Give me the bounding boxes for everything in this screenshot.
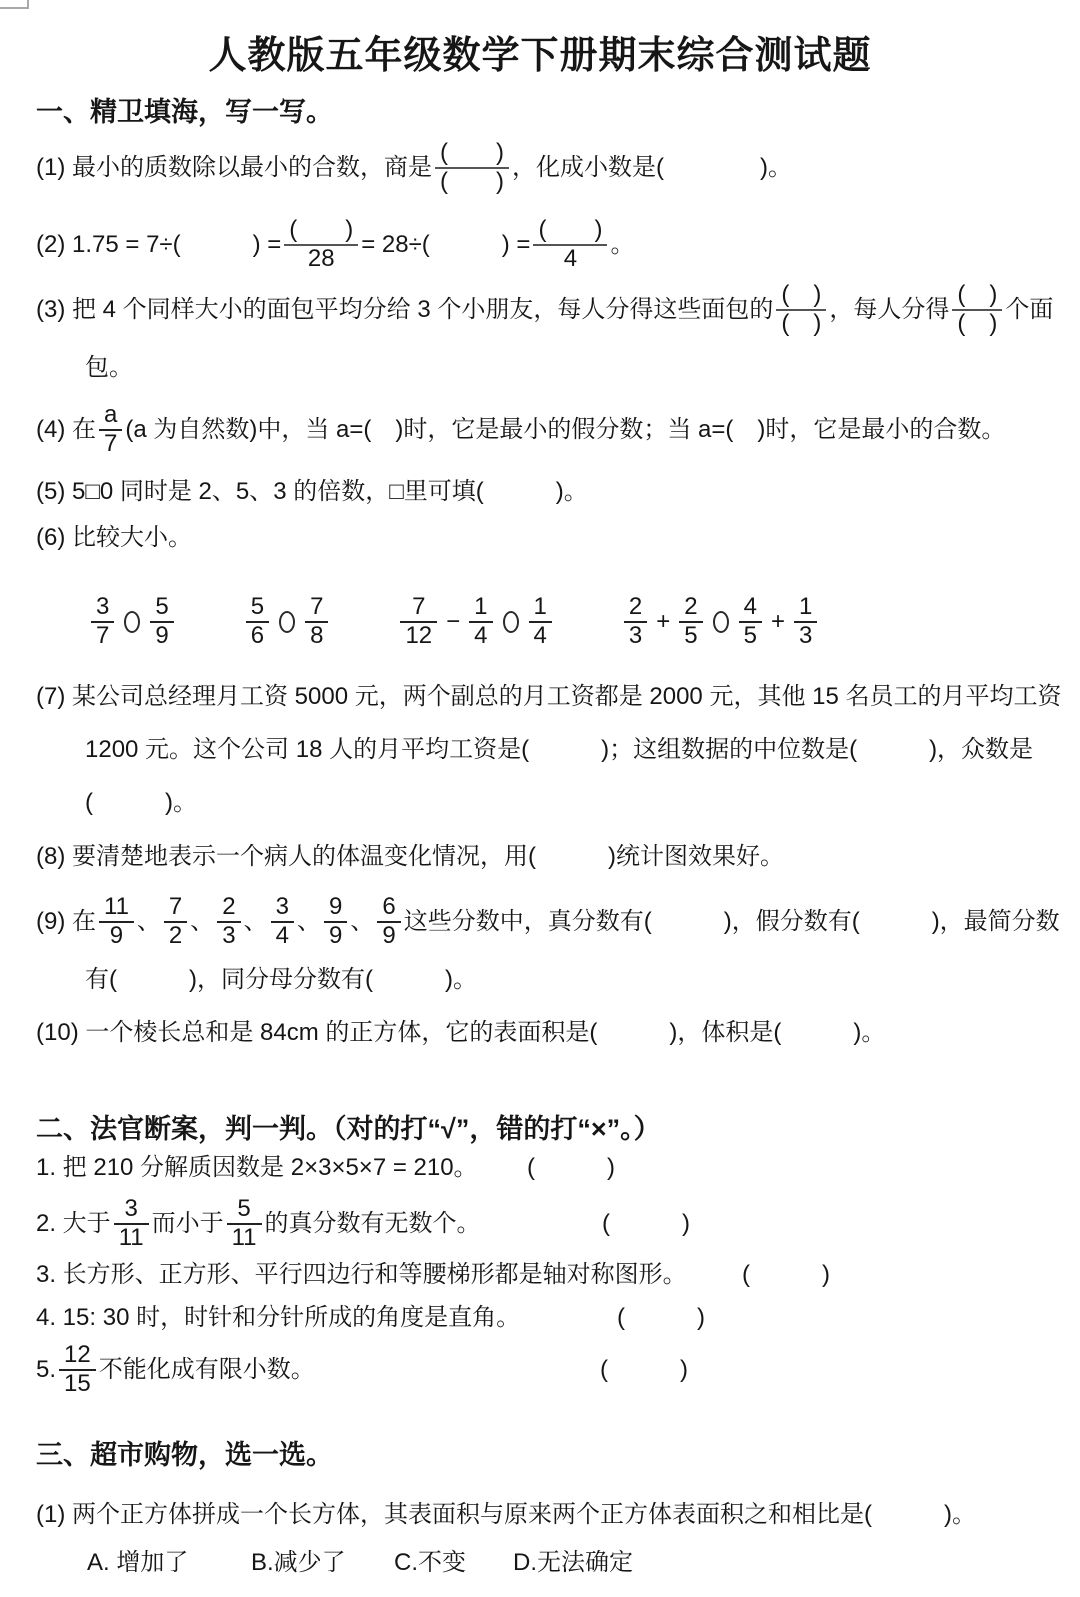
question-4	[36, 392, 1060, 468]
fraction	[91, 594, 114, 650]
fraction	[529, 594, 552, 650]
fraction	[150, 594, 173, 650]
question-text: (a 为自然数)中，当 a=( )时，它是最小的假分数；当 a=( )时，它是最小的合数。	[125, 416, 1006, 443]
fraction-numerator: 2	[628, 593, 643, 621]
fraction-denominator: 11	[231, 1224, 257, 1251]
question-text: ，化成小数是( )。	[511, 154, 792, 181]
fraction-numerator: 1	[474, 593, 488, 621]
fraction-numerator: ( )	[957, 281, 998, 309]
fraction	[377, 894, 400, 950]
statement-text: 2. 大于	[36, 1210, 111, 1237]
option-c: C.不变	[394, 1549, 466, 1576]
fraction	[114, 1196, 149, 1252]
plus-operator: +	[770, 608, 785, 635]
answer-blank: ( )	[527, 1154, 615, 1181]
question-3-line-1	[36, 272, 1060, 348]
question-7-line-1: (7) 某公司总经理月工资 5000 元，两个副总的月工资都是 2000 元，其他 15 名员工的月平均工资	[36, 683, 1062, 710]
question-text: ，每人分得	[829, 296, 950, 323]
fraction-denominator: ( )	[781, 310, 822, 337]
fraction-numerator: ( )	[538, 216, 603, 244]
question-text: (4) 在	[36, 416, 96, 443]
question-10: (10) 一个棱长总和是 84cm 的正方体，它的表面积是( )，体积是( )。	[36, 1019, 886, 1046]
section-1-heading: 一、精卫填海，写一写。	[36, 97, 333, 127]
question-text: (9) 在	[36, 908, 96, 935]
statement-text: 4. 15: 30 时，时针和分针所成的角度是直角。	[36, 1304, 521, 1331]
comparison-row	[88, 584, 1060, 660]
question-text: 个面	[1005, 296, 1054, 323]
judge-5	[36, 1332, 1060, 1408]
question-6: (6) 比较大小。	[36, 524, 192, 551]
fraction-denominator: 7	[104, 430, 118, 457]
fraction-denominator: 9	[382, 922, 396, 949]
fraction-denominator: 4	[275, 922, 289, 949]
fraction	[679, 594, 702, 650]
statement-text: 3. 长方形、正方形、平行四边行和等腰梯形都是轴对称图形。	[36, 1261, 687, 1288]
fraction	[305, 594, 328, 650]
fraction-denominator: 4	[533, 622, 547, 649]
minus-operator: −	[446, 608, 461, 635]
option-b: B.减少了	[251, 1549, 346, 1576]
answer-blank: ( )	[600, 1356, 688, 1383]
page-corner-artifact	[0, 0, 29, 9]
fraction	[794, 594, 817, 650]
section-3-heading: 三、超市购物，选一选。	[36, 1440, 333, 1470]
question-9-line-1	[36, 884, 1060, 960]
fraction-numerator: 5	[237, 1195, 251, 1223]
fraction-numerator: 3	[124, 1195, 138, 1223]
fraction	[435, 140, 509, 196]
fraction	[217, 894, 240, 950]
question-text: 这些分数中，真分数有( )，假分数有( )，最简分数	[403, 908, 1060, 935]
fraction-denominator: ( )	[440, 168, 504, 195]
list-separator: 、	[190, 908, 215, 935]
question-5: (5) 5□0 同时是 2、5、3 的倍数，□里可填( )。	[36, 478, 588, 505]
question-text: = 28÷( ) =	[361, 231, 531, 258]
comparison-group-3	[397, 594, 554, 650]
fraction	[776, 282, 826, 338]
answer-blank: ( )	[742, 1261, 830, 1288]
comparison-circle	[124, 611, 140, 633]
fraction	[59, 1342, 96, 1398]
statement-text: 不能化成有限小数。	[98, 1356, 315, 1383]
question-7-line-3: ( )。	[85, 789, 197, 816]
section-2-heading: 二、法官断案，判一判。（对的打“√”，错的打“×”。）	[36, 1114, 661, 1144]
fraction-denominator: 8	[310, 622, 324, 649]
comparison-group-4	[621, 594, 820, 650]
fraction	[246, 594, 269, 650]
fraction-denominator: 9	[329, 922, 343, 949]
fraction-denominator: 11	[118, 1224, 144, 1251]
fraction-numerator: ( )	[440, 139, 504, 167]
comparison-group-1	[88, 594, 177, 650]
comparison-circle	[503, 611, 519, 633]
plus-operator: +	[656, 608, 671, 635]
fraction-denominator: 12	[405, 622, 433, 649]
fraction-denominator: 15	[64, 1370, 91, 1397]
fraction	[227, 1196, 262, 1252]
statement-text: 1. 把 210 分解质因数是 2×3×5×7 = 210。	[36, 1154, 478, 1181]
comparison-circle	[279, 611, 295, 633]
fraction	[952, 282, 1002, 338]
fraction-numerator: 7	[412, 593, 426, 621]
judge-3	[36, 1260, 1060, 1290]
question-text: (3) 把 4 个同样大小的面包平均分给 3 个小朋友，每人分得这些面包的	[36, 296, 774, 323]
fraction-denominator: 2	[168, 922, 183, 949]
fraction-numerator: 2	[222, 893, 236, 921]
list-separator: 、	[350, 908, 375, 935]
fraction-numerator: 5	[250, 593, 265, 621]
fraction	[99, 894, 134, 950]
fraction-numerator: 2	[684, 593, 698, 621]
fraction-numerator: 5	[155, 593, 169, 621]
fraction-denominator: 4	[563, 245, 578, 272]
fraction-denominator: 9	[109, 922, 124, 949]
fraction	[271, 894, 294, 950]
statement-text: 的真分数有无数个。	[264, 1210, 481, 1237]
fraction-denominator: ( )	[957, 310, 998, 337]
fraction-numerator: ( )	[289, 216, 354, 244]
question-text: (1) 最小的质数除以最小的合数，商是	[36, 154, 432, 181]
fraction-numerator: 1	[798, 593, 813, 621]
choice-question-1: (1) 两个正方体拼成一个长方体，其表面积与原来两个正方体表面积之和相比是( )。	[36, 1501, 976, 1528]
fraction-numerator: a	[104, 401, 118, 429]
fraction-numerator: 9	[329, 893, 343, 921]
fraction-numerator: 4	[743, 593, 757, 621]
fraction-numerator: 1	[533, 593, 547, 621]
question-text: (2) 1.75 = 7÷( ) =	[36, 231, 282, 258]
fraction	[469, 594, 492, 650]
question-9-line-2: 有( )，同分母分数有( )。	[85, 966, 477, 993]
statement-text: 5.	[36, 1356, 57, 1383]
option-a: A. 增加了	[87, 1549, 189, 1576]
judge-2	[36, 1186, 1060, 1262]
fraction	[99, 402, 122, 458]
fraction-numerator: ( )	[781, 281, 822, 309]
fraction-denominator: 6	[250, 622, 265, 649]
fraction-denominator: 5	[684, 622, 698, 649]
fraction-numerator: 3	[96, 593, 110, 621]
fraction-denominator: 4	[474, 622, 488, 649]
question-1	[36, 130, 1060, 206]
fraction	[400, 594, 437, 650]
answer-blank: ( )	[617, 1304, 705, 1331]
question-8: (8) 要清楚地表示一个病人的体温变化情况，用( )统计图效果好。	[36, 843, 784, 870]
fraction	[324, 894, 347, 950]
statement-text: 而小于	[151, 1210, 224, 1237]
fraction-denominator: 5	[743, 622, 757, 649]
judge-4	[36, 1303, 1060, 1333]
fraction	[739, 594, 762, 650]
fraction	[164, 894, 187, 950]
fraction-numerator: 12	[64, 1341, 91, 1369]
fraction-numerator: 7	[310, 593, 324, 621]
judge-1	[36, 1153, 1060, 1183]
fraction	[284, 217, 358, 273]
fraction-denominator: 7	[96, 622, 110, 649]
fraction-denominator: 28	[307, 245, 335, 272]
list-separator: 、	[136, 908, 161, 935]
list-separator: 、	[243, 908, 268, 935]
page-title: 人教版五年级数学下册期末综合测试题	[208, 35, 872, 77]
answer-blank: ( )	[602, 1210, 690, 1237]
fraction	[533, 217, 607, 273]
question-3-line-2: 包。	[85, 354, 133, 381]
comparison-group-2	[243, 594, 332, 650]
fraction-numerator: 11	[104, 893, 129, 921]
fraction	[624, 594, 647, 650]
question-7-line-2: 1200 元。这个公司 18 人的月平均工资是( )；这组数据的中位数是( )，众数是	[85, 736, 1034, 763]
fraction-numerator: 3	[275, 893, 289, 921]
comparison-circle	[713, 611, 729, 633]
fraction-denominator: 3	[798, 622, 813, 649]
fraction-denominator: 9	[155, 622, 169, 649]
choice-options-row	[85, 1548, 1060, 1578]
list-separator: 、	[297, 908, 321, 935]
fraction-numerator: 6	[382, 893, 396, 921]
fraction-denominator: 3	[222, 922, 236, 949]
fraction-denominator: 3	[628, 622, 643, 649]
question-text: 。	[610, 231, 635, 258]
option-d: D.无法确定	[513, 1549, 633, 1576]
fraction-numerator: 7	[168, 893, 183, 921]
